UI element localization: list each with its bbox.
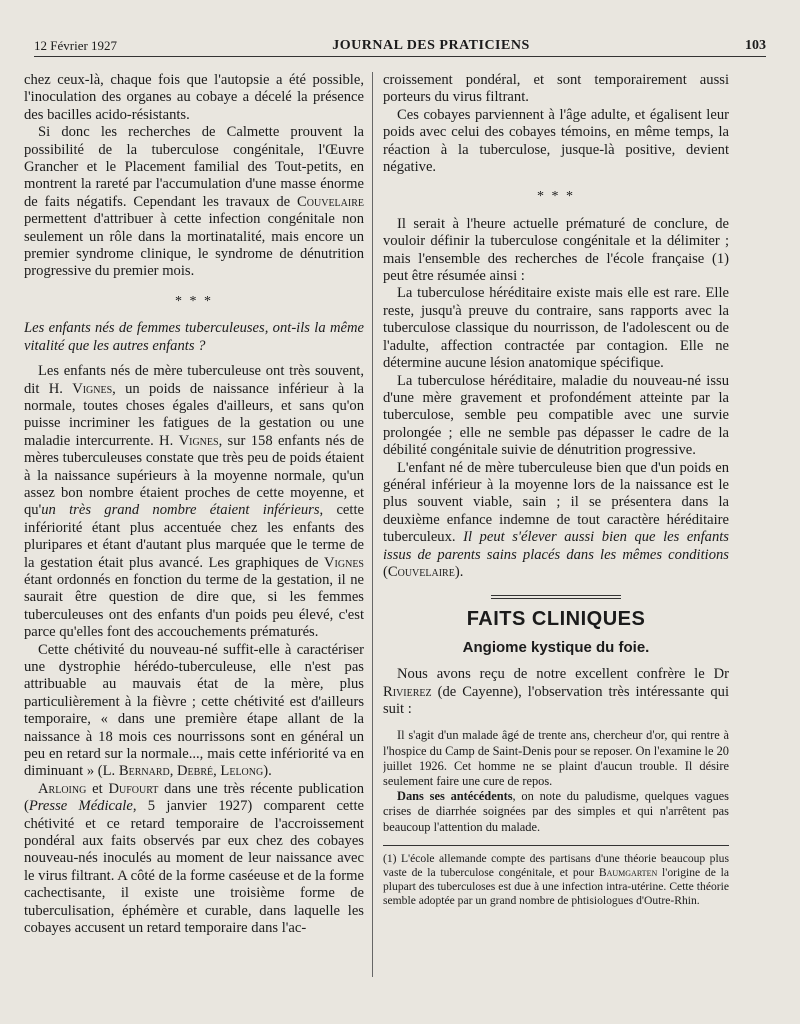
- paragraph: croissement pondéral, et sont temporairement aussi porteurs du virus filtrant.: [383, 72, 729, 106]
- author-name: Vignes: [178, 432, 219, 449]
- paragraph: chez ceux-là, chaque fois que l'autopsie a été possible, l'inoculation des organes au cobaye a décelé la présence des bacilles acido-résistants.: [24, 72, 364, 123]
- paragraph: Cette chétivité du nouveau-né suffit-elle à caractériser une dystrophie hérédo-tuberculeuse, elle n'est pas attribuable au mauvais état de la mère, plus particulièrement à la fièvre ; cette chétivité est d'ailleurs temporaire, « dans une première étape allant de la naissance à 18 mois ces nourrissons sont en général un peu en retard sur la normale..., mais cette infériorité va en diminuant » (L. Bernard, Debré, Lelong).: [24, 641, 364, 780]
- left-column: [24, 72, 364, 984]
- paragraph: L'enfant né de mère tuberculeuse bien que d'un poids en général inférieur à la moyenne lors de la naissance est le plus souvent viable, sain ; il se présentera dans la deuxième enfance indemne de tout caractère héréditaire tuberculeux. Il peut s'élever aussi bien que les enfants issus de parents sains placés dans les mêmes conditions (Couvelaire).: [383, 459, 729, 580]
- footnote-rule: [383, 845, 729, 846]
- paragraph: Il serait à l'heure actuelle prématuré de conclure, de vouloir définir la tuberculose congénitale et la délimiter ; mais l'ensemble des recherches de l'école française (1) peut être résumée ainsi :: [383, 215, 729, 285]
- footnote: (1) L'école allemande compte des partisans d'une théorie beaucoup plus vaste de la tuberculose congénitale, et pour Baumgarten l'origine de la plupart des tuberculoses est due à une infection intra-utérine. Cette théorie semble adoptée par un grand nombre de phtisiologues d'Outre-Rhin.: [383, 851, 729, 907]
- column-divider: [372, 72, 373, 977]
- question-heading: Les enfants nés de femmes tuberculeuses, ont-ils la même vitalité que les autres enfants ?: [24, 320, 364, 354]
- paragraph: Les enfants nés de mère tuberculeuse ont très souvent, dit H. Vignes, un poids de naissance inférieur à la normale, toutes choses égales d'ailleurs, et sans qu'on puisse incriminer les fatigues de la gestation ou une maladie intercurrente. H. Vignes, sur 158 enfants nés de mères tuberculeuses constate que très peu de poids étaient à la naissance supérieurs à la moyenne normale, qu'un assez bon nombre étaient proches de cette moyenne, et qu'un très grand nombre étaient inférieurs, cette infériorité étant plus accentuée chez les enfants des pluripares et étant d'autant plus marquée que le terme de la gestation était plus avancé. Les graphiques de Vignes étant ordonnés en fonction du terme de la gestation, il ne saurait être question de dire que, si les femmes tuberculeuses ont des enfants d'un poids peu élevé, c'est parce qu'elles font des accouchements prématurés.: [24, 363, 364, 641]
- paragraph: La tuberculose héréditaire, maladie du nouveau-né issu d'une mère gravement et profondément atteinte par la tuberculose, semble peu compatible avec une survie prolongée ; elle ne semble pas dépasser le cadre de la débilité congénitale suivie de dénutrition progressive.: [383, 372, 729, 459]
- author-name: Rivierez: [383, 683, 432, 700]
- observation-text: [383, 728, 729, 834]
- section-separator: * * *: [175, 293, 213, 309]
- paragraph: Dans ses antécédents, on note du paludisme, quelques vagues crises de diarrhée soignées par des simples et qui n'arrêtent pas beaucoup l'attention du malade.: [383, 789, 729, 834]
- running-header: [34, 36, 766, 57]
- article-subtitle: Angiome kystique du foie.: [462, 638, 650, 656]
- author-name: Couvelaire: [387, 563, 455, 580]
- section-separator: * * *: [537, 189, 575, 205]
- paragraph: Ces cobayes parviennent à l'âge adulte, et égalisent leur poids avec celui des cobayes témoins, en même temps, la réaction à la tuberculose, jusque-là positive, devient négative.: [383, 106, 729, 176]
- author-name: Vignes: [72, 380, 113, 397]
- header-journal-title: JOURNAL DES PRATICIENS: [332, 38, 530, 53]
- paragraph: La tuberculose héréditaire existe mais elle est rare. Elle reste, jusqu'à preuve du contraire, sans rapports avec la tuberculose classique du nourrisson, de l'adolescent ou de l'adulte, affection contractée par contagion. Elle ne détermine aucune lésion anatomique spécifique.: [383, 285, 729, 372]
- paragraph: Il s'agit d'un malade âgé de trente ans, chercheur d'or, qui rentre à l'hospice du Camp de Saint-Denis pour se reposer. On l'examine le 20 juillet 1926. Cet homme ne se plaint d'aucun trouble. Il désire seulement faire une cure de repos.: [383, 728, 729, 789]
- paragraph: Nous avons reçu de notre excellent confrère le Dr Rivierez (de Cayenne), l'observation très intéressante qui suit :: [383, 666, 729, 717]
- paragraph: Si donc les recherches de Calmette prouvent la possibilité de la tuberculose congénitale, l'Œuvre Grancher et le Placement familial des Tout-petits, en montrent la rareté par l'accumulation d'une masse énorme de faits négatifs. Cependant les travaux de Couvelaire permettent d'attribuer à cette infection congénitale non seulement un rôle dans la mortinatalité, mais encore un premier syndrome clinique, le syndrome de dénutrition progressive du premier mois.: [24, 124, 364, 280]
- paragraph: Arloing et Dufourt dans une très récente publication (Presse Médicale, 5 janvier 1927) comparent cette chétivité et ce retard temporaire de l'accroissement pondéral aux faits observés par eux chez des cobayes nouveau-nés inoculés au moment de leur naissance avec le virus filtrant. A côté de la forme caséeuse et de la forme cachectisante, il existe une troisième forme de tuberculisation, éphémère et curable, dans laquelle les cobayes accusent un retard temporaire dans l'ac-: [24, 780, 364, 937]
- header-date: 12 Février 1927: [34, 38, 118, 53]
- right-column: [383, 72, 729, 984]
- author-name: Couvelaire: [297, 193, 364, 210]
- author-name: Vignes: [324, 554, 364, 571]
- header-page-number: 103: [745, 38, 766, 53]
- section-title: FAITS CLINIQUES: [466, 608, 646, 631]
- section-rule: [491, 595, 621, 599]
- author-name: Baumgarten: [598, 865, 658, 879]
